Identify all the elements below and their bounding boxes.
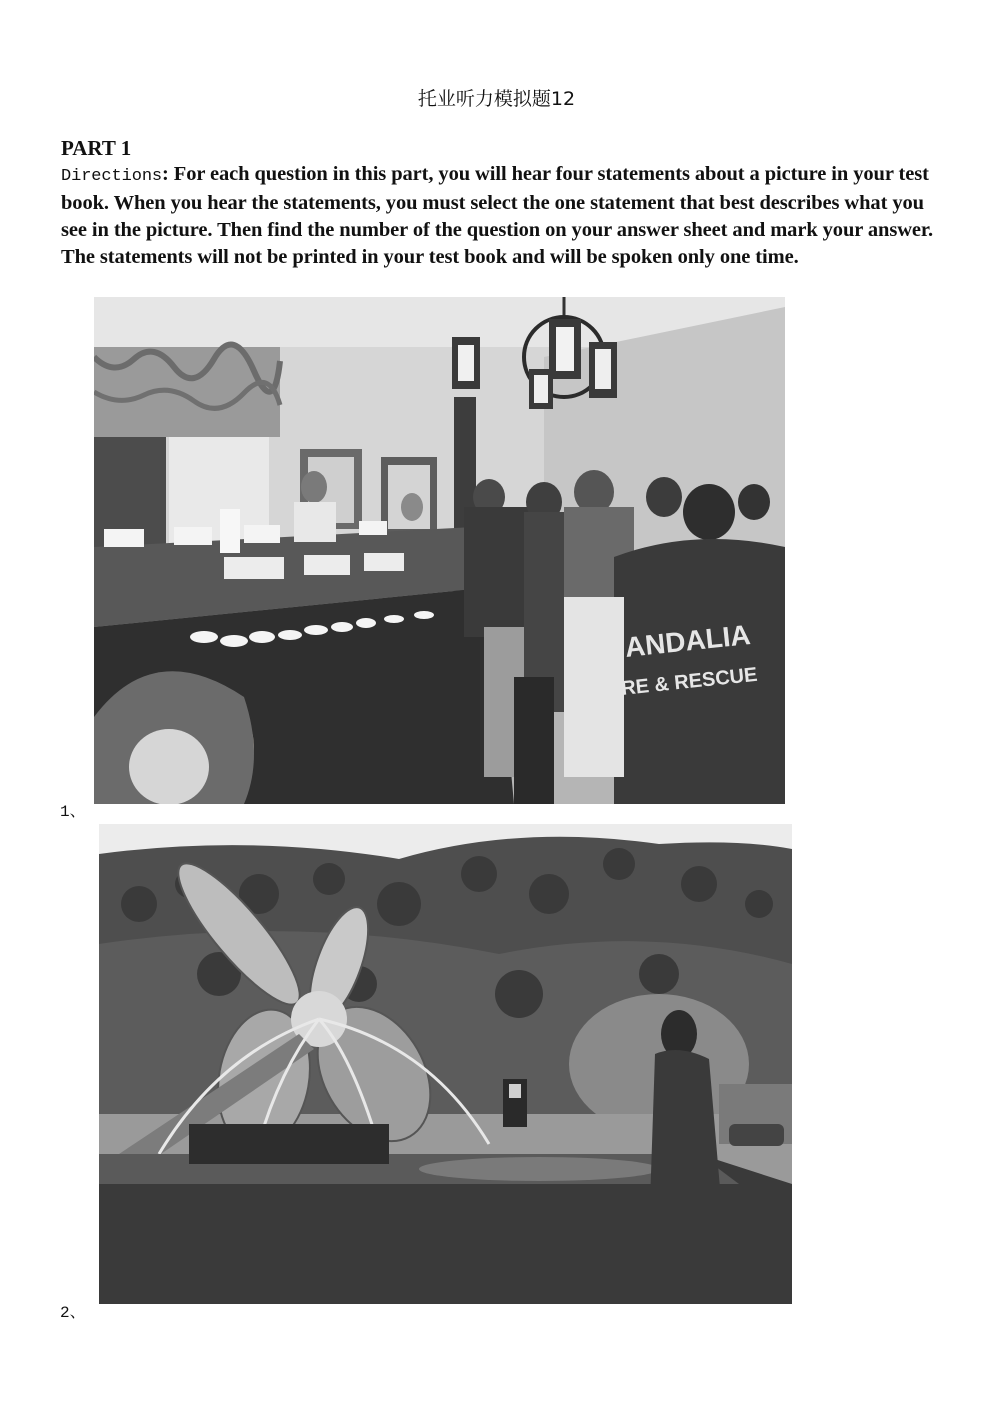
page-title: 托业听力模拟题12 — [417, 88, 576, 110]
question-1-number: 1、 — [60, 803, 86, 821]
question-2-number: 2、 — [60, 1304, 86, 1322]
part-heading: PART 1 — [61, 136, 132, 160]
question-2-photo — [99, 824, 792, 1304]
directions-label: Directions — [61, 167, 163, 186]
directions-paragraph — [61, 161, 941, 271]
directions-text: : For each question in this part, you will hear four statements about a picture in your test book. When you hear the statements, you must select the one statement that best describes what you see in the picture. Then find the number of the question on your answer sheet and mark your answer. The statements will not be printed in your test book and will be spoken only one time. — [61, 163, 934, 268]
jacket-text-1: ANDALIA — [623, 618, 752, 663]
question-1-photo — [94, 297, 785, 804]
jacket-text-2: RE & RESCUE — [620, 663, 759, 700]
